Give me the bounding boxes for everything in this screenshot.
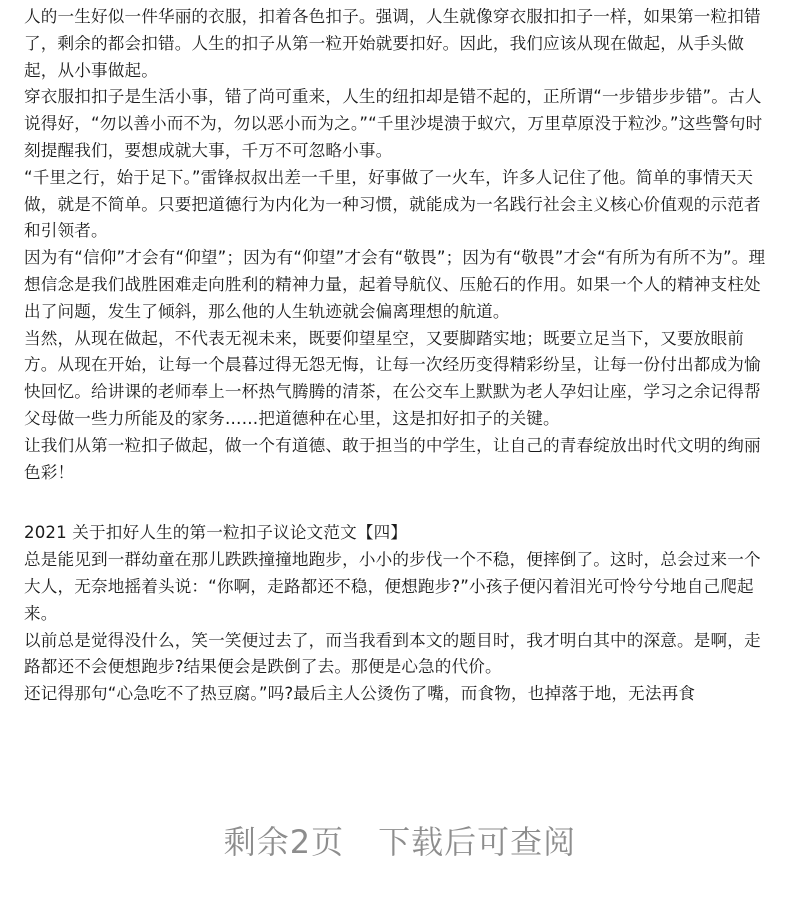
article-body <box>24 4 776 708</box>
section-heading: 2021 关于扣好人生的第一粒扣子议论文范文【四】 <box>24 523 408 543</box>
paragraph: 穿衣服扣扣子是生活小事，错了尚可重来，人生的纽扣却是错不起的，正所谓“一步错步步错”。古人说得好，“勿以善小而不为，勿以恶小而为之。”“千里沙堤溃于蚁穴，万里草原没于粒沙。”这些警句时刻提醒我们，要想成就大事，千万不可忽略小事。 <box>24 87 763 160</box>
paragraph: 让我们从第一粒扣子做起，做一个有道德、敢于担当的中学生，让自己的青春绽放出时代文明的绚丽色彩！ <box>24 435 761 482</box>
preview-limit-banner[interactable] <box>0 812 800 872</box>
paragraph: “千里之行，始于足下。”雷锋叔叔出差一千里，好事做了一火车，许多人记住了他。简单的事情天天做，就是不简单。只要把道德行为内化为一种习惯，就能成为一名践行社会主义核心价值观的示范者和引领者。 <box>24 167 761 241</box>
paragraph: 以前总是觉得没什么，笑一笑便过去了，而当我看到本文的题目时，我才明白其中的深意。是啊，走路都还不会便想跑步?结果便会是跌倒了去。那便是心急的代价。 <box>24 630 761 677</box>
section-gap <box>24 486 776 520</box>
paragraph: 还记得那句“心急吃不了热豆腐。”吗?最后主人公烫伤了嘴，而食物，也掉落于地，无法再食 <box>24 684 696 704</box>
paragraph: 总是能见到一群幼童在那儿跌跌撞撞地跑步，小小的步伐一个不稳，便摔倒了。这时，总会过来一个大人，无奈地摇着头说：“你啊，走路都还不稳，便想跑步?”小孩子便闪着泪光可怜兮兮地自己爬起来。 <box>24 550 761 623</box>
paragraph: 因为有“信仰”才会有“仰望”；因为有“仰望”才会有“敬畏”；因为有“敬畏”才会“有所为有所不为”。理想信念是我们战胜困难走向胜利的精神力量，起着导航仪、压舱石的作用。如果一个人的精神支柱处出了问题，发生了倾斜，那么他的人生轨迹就会偏离理想的航道。 <box>24 248 766 321</box>
remaining-pages-label: 剩余2页 <box>223 823 345 861</box>
paragraph: 人的一生好似一件华丽的衣服，扣着各色扣子。强调，人生就像穿衣服扣扣子一样，如果第一粒扣错了，剩余的都会扣错。人生的扣子从第一粒开始就要扣好。因此，我们应该从现在做起，从手头做起，从小事做起。 <box>24 7 761 80</box>
paragraph: 当然，从现在做起，不代表无视未来，既要仰望星空，又要脚踏实地；既要立足当下，又要放眼前方。从现在开始，让每一个晨暮过得无怨无悔，让每一次经历变得精彩纷呈，让每一份付出都成为愉快回忆。给讲课的老师奉上一杯热气腾腾的清茶，在公交车上默默为老人孕妇让座，学习之余记得帮父母做一些力所能及的家务……把道德种在心里，这是扣好扣子的关键。 <box>24 328 761 428</box>
download-to-view-label[interactable]: 下载后可查阅 <box>378 823 577 861</box>
